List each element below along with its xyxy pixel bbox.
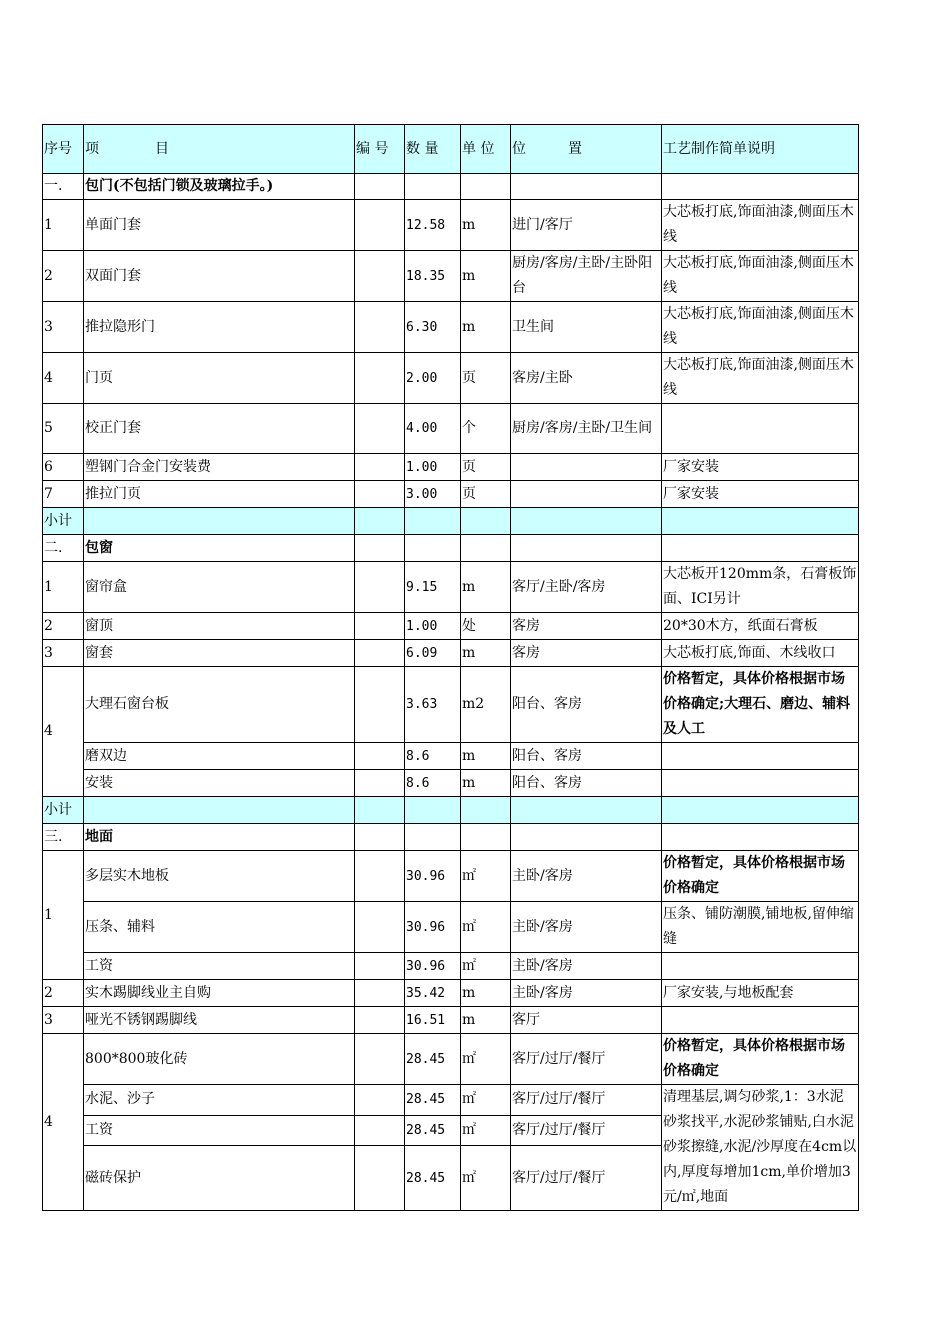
table-row	[43, 1085, 859, 1116]
cell-seq: 3	[43, 302, 84, 353]
cell-seq: 3	[43, 640, 84, 667]
cell-unit: m	[461, 200, 511, 251]
table-row	[43, 640, 859, 667]
header-item: 项 目	[84, 125, 355, 174]
cell-qty: 28.45	[405, 1115, 461, 1146]
cell-unit: m	[461, 770, 511, 797]
cell-item: 校正门套	[84, 404, 355, 454]
table-row	[43, 613, 859, 640]
section-title: 包门(不包括门锁及玻璃拉手。)	[84, 174, 355, 200]
cell-qty: 18.35	[405, 251, 461, 302]
cell-qty: 8.6	[405, 743, 461, 770]
cell-qty: 16.51	[405, 1007, 461, 1034]
header-unit: 单 位	[461, 125, 511, 174]
cell-item: 推拉门页	[84, 481, 355, 508]
cell-qty: 30.96	[405, 902, 461, 953]
cell-unit: 个	[461, 404, 511, 454]
cell-unit: m	[461, 251, 511, 302]
table-row	[43, 902, 859, 953]
subtotal-label: 小计	[43, 797, 84, 824]
cell-qty: 28.45	[405, 1146, 461, 1211]
cell-unit: ㎡	[461, 1085, 511, 1116]
cell-item: 安装	[84, 770, 355, 797]
cell-position: 厨房/客房/主卧/卫生间	[511, 404, 662, 454]
cell-desc	[662, 953, 859, 980]
cell-seq: 5	[43, 404, 84, 454]
cell-item: 大理石窗台板	[84, 667, 355, 743]
section-title: 地面	[84, 824, 355, 851]
table-row	[43, 770, 859, 797]
header-desc: 工艺制作简单说明	[662, 125, 859, 174]
cell-unit: ㎡	[461, 953, 511, 980]
cell-qty: 28.45	[405, 1085, 461, 1116]
cell-qty: 6.30	[405, 302, 461, 353]
cell-seq: 1	[43, 200, 84, 251]
table-row	[43, 562, 859, 613]
cell-position: 客厅/过厅/餐厅	[511, 1115, 662, 1146]
cell-desc	[662, 1007, 859, 1034]
cell-position: 客厅/过厅/餐厅	[511, 1085, 662, 1116]
cell-position: 客厅/过厅/餐厅	[511, 1034, 662, 1085]
cell-qty: 6.09	[405, 640, 461, 667]
section-row	[43, 824, 859, 851]
cell-seq: 4	[43, 1034, 84, 1211]
cell-unit: ㎡	[461, 1115, 511, 1146]
cell-qty: 8.6	[405, 770, 461, 797]
cell-desc: 厂家安装,与地板配套	[662, 980, 859, 1007]
subtotal-row	[43, 797, 859, 824]
cell-item: 窗顶	[84, 613, 355, 640]
cell-item: 双面门套	[84, 251, 355, 302]
table-row	[43, 404, 859, 454]
cell-position: 客厅/过厅/餐厅	[511, 1146, 662, 1211]
section-number: 三.	[43, 824, 84, 851]
cell-qty: 35.42	[405, 980, 461, 1007]
cell-desc: 价格暂定，具体价格根据市场价格确定	[662, 1034, 859, 1085]
cell-seq: 3	[43, 1007, 84, 1034]
cell-qty: 30.96	[405, 851, 461, 902]
cell-desc: 清理基层,调匀砂浆,1：3水泥砂浆找平,水泥砂浆铺贴,白水泥砂浆擦缝,水泥/沙厚度在4cm以内,厚度每增加1cm,单价增加3元/㎡,地面	[662, 1085, 859, 1211]
cell-position: 主卧/客房	[511, 953, 662, 980]
cell-item: 多层实木地板	[84, 851, 355, 902]
cell-qty: 28.45	[405, 1034, 461, 1085]
cell-unit: m	[461, 302, 511, 353]
cell-qty: 2.00	[405, 353, 461, 404]
cell-desc: 大芯板打底,饰面油漆,侧面压木线	[662, 251, 859, 302]
cell-position: 客厅	[511, 1007, 662, 1034]
cell-item: 工资	[84, 953, 355, 980]
cell-item: 工资	[84, 1115, 355, 1146]
cell-position: 客房	[511, 640, 662, 667]
cell-seq: 7	[43, 481, 84, 508]
cell-item: 实木踢脚线业主自购	[84, 980, 355, 1007]
table-row	[43, 667, 859, 743]
cell-position: 阳台、客房	[511, 667, 662, 743]
cell-qty: 1.00	[405, 454, 461, 481]
cell-position	[511, 481, 662, 508]
cell-desc	[662, 743, 859, 770]
subtotal-label: 小计	[43, 508, 84, 535]
section-title: 包窗	[84, 535, 355, 562]
cell-desc: 大芯板打底,饰面、木线收口	[662, 640, 859, 667]
cell-position	[511, 454, 662, 481]
table-row	[43, 743, 859, 770]
header-seq: 序号	[43, 125, 84, 174]
cell-desc: 价格暂定，具体价格根据市场价格确定;大理石、磨边、辅料及人工	[662, 667, 859, 743]
cell-item: 单面门套	[84, 200, 355, 251]
cell-unit: m	[461, 743, 511, 770]
cell-desc: 厂家安装	[662, 481, 859, 508]
cell-desc: 价格暂定，具体价格根据市场价格确定	[662, 851, 859, 902]
section-number: 二.	[43, 535, 84, 562]
cell-position: 主卧/客房	[511, 902, 662, 953]
cell-item: 塑钢门合金门安装费	[84, 454, 355, 481]
cell-qty: 9.15	[405, 562, 461, 613]
cell-qty: 3.00	[405, 481, 461, 508]
table-row	[43, 851, 859, 902]
cell-unit: ㎡	[461, 1034, 511, 1085]
cell-unit: ㎡	[461, 851, 511, 902]
cell-item: 哑光不锈钢踢脚线	[84, 1007, 355, 1034]
table-row	[43, 353, 859, 404]
cell-unit: 页	[461, 481, 511, 508]
cell-position: 阳台、客房	[511, 770, 662, 797]
cell-unit: m	[461, 1007, 511, 1034]
cell-seq: 1	[43, 562, 84, 613]
table-row	[43, 1034, 859, 1085]
cell-unit: ㎡	[461, 1146, 511, 1211]
subtotal-row	[43, 508, 859, 535]
table-row	[43, 454, 859, 481]
cell-item: 磨双边	[84, 743, 355, 770]
cell-position: 客厅/主卧/客房	[511, 562, 662, 613]
cell-unit: m2	[461, 667, 511, 743]
cell-item: 窗帘盒	[84, 562, 355, 613]
cell-unit: m	[461, 980, 511, 1007]
cell-desc: 20*30木方，纸面石膏板	[662, 613, 859, 640]
cell-qty: 3.63	[405, 667, 461, 743]
table-row	[43, 1007, 859, 1034]
cell-desc	[662, 770, 859, 797]
cell-desc	[662, 404, 859, 454]
cell-position: 主卧/客房	[511, 980, 662, 1007]
table-row	[43, 481, 859, 508]
cell-unit: m	[461, 640, 511, 667]
cell-desc: 压条、铺防潮膜,铺地板,留伸缩缝	[662, 902, 859, 953]
quotation-table	[42, 124, 859, 1211]
cell-desc: 厂家安装	[662, 454, 859, 481]
cell-position: 主卧/客房	[511, 851, 662, 902]
header-qty: 数 量	[405, 125, 461, 174]
header-row	[43, 125, 859, 174]
cell-seq: 6	[43, 454, 84, 481]
cell-seq: 4	[43, 667, 84, 797]
cell-seq: 2	[43, 980, 84, 1007]
cell-qty: 12.58	[405, 200, 461, 251]
cell-desc: 大芯板打底,饰面油漆,侧面压木线	[662, 353, 859, 404]
section-row	[43, 535, 859, 562]
cell-seq: 1	[43, 851, 84, 980]
cell-item: 压条、辅料	[84, 902, 355, 953]
cell-item: 窗套	[84, 640, 355, 667]
header-code: 编 号	[355, 125, 405, 174]
cell-unit: 处	[461, 613, 511, 640]
table-row	[43, 302, 859, 353]
cell-position: 客房/主卧	[511, 353, 662, 404]
cell-item: 磁砖保护	[84, 1146, 355, 1211]
cell-unit: ㎡	[461, 902, 511, 953]
header-position: 位 置	[511, 125, 662, 174]
cell-qty: 4.00	[405, 404, 461, 454]
table-row	[43, 953, 859, 980]
cell-desc: 大芯板打底,饰面油漆,侧面压木线	[662, 200, 859, 251]
cell-position: 阳台、客房	[511, 743, 662, 770]
cell-desc: 大芯板开120mm条，石膏板饰面、ICI另计	[662, 562, 859, 613]
table-row	[43, 251, 859, 302]
cell-position: 客房	[511, 613, 662, 640]
cell-seq: 2	[43, 613, 84, 640]
cell-position: 进门/客厅	[511, 200, 662, 251]
cell-item: 门页	[84, 353, 355, 404]
cell-qty: 1.00	[405, 613, 461, 640]
cell-position: 厨房/客房/主卧/主卧阳台	[511, 251, 662, 302]
cell-position: 卫生间	[511, 302, 662, 353]
cell-desc: 大芯板打底,饰面油漆,侧面压木线	[662, 302, 859, 353]
cell-unit: m	[461, 562, 511, 613]
cell-item: 水泥、沙子	[84, 1085, 355, 1116]
cell-item: 800*800玻化砖	[84, 1034, 355, 1085]
cell-unit: 页	[461, 454, 511, 481]
cell-seq: 4	[43, 353, 84, 404]
section-row	[43, 174, 859, 200]
cell-unit: 页	[461, 353, 511, 404]
cell-qty: 30.96	[405, 953, 461, 980]
cell-item: 推拉隐形门	[84, 302, 355, 353]
cell-seq: 2	[43, 251, 84, 302]
table-row	[43, 200, 859, 251]
table-row	[43, 980, 859, 1007]
section-number: 一.	[43, 174, 84, 200]
